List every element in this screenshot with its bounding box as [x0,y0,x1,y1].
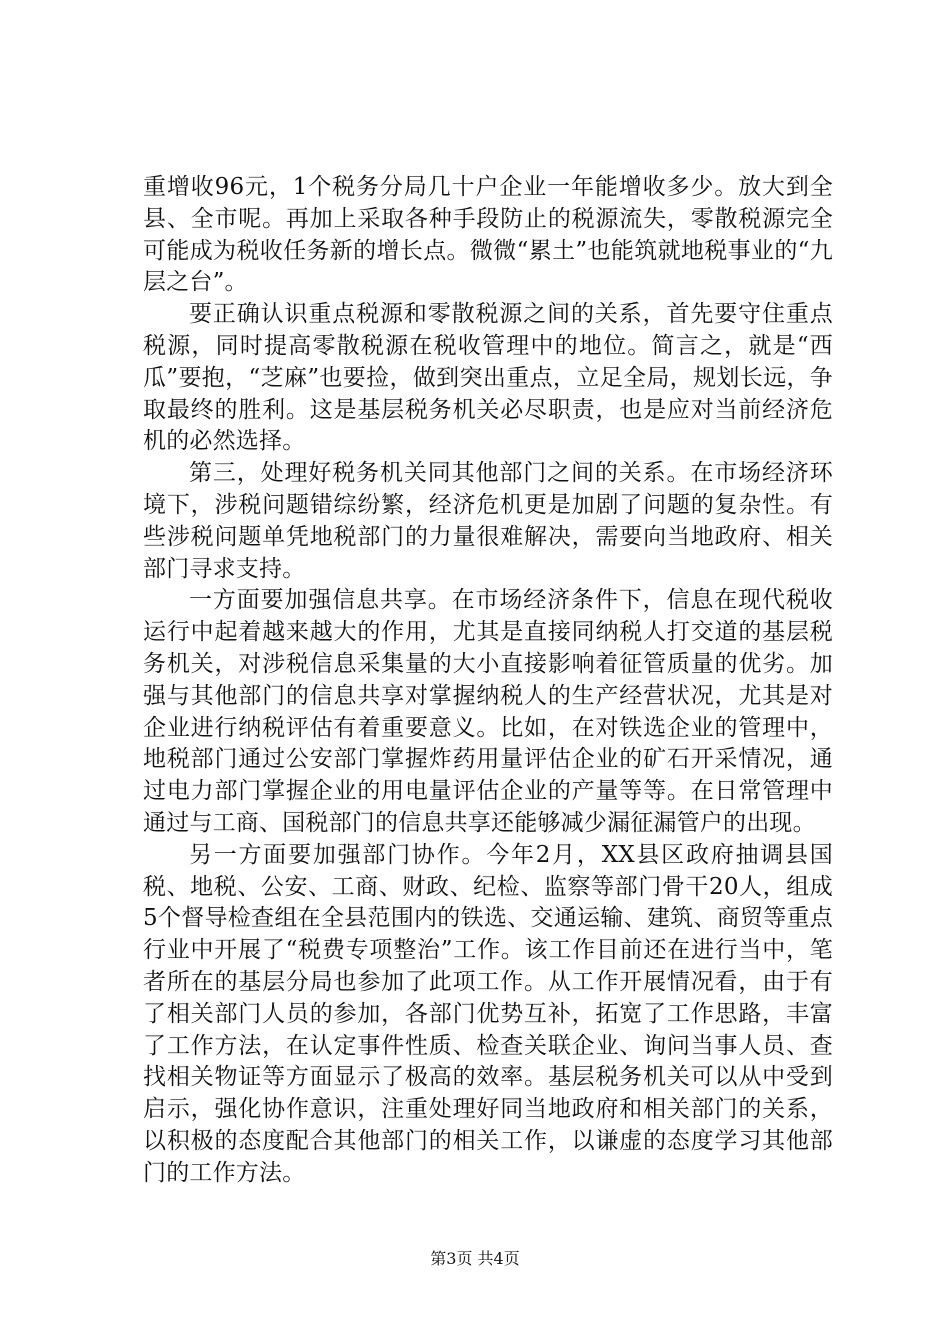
paragraph: 一方面要加强信息共享。在市场经济条件下，信息在现代税收运行中起着越来越大的作用，尤其是直接同纳税人打交道的基层税务机关，对涉税信息采集量的大小直接影响着征管质量的优劣。加强与其他部门的信息共享对掌握纳税人的生产经营状况，尤其是对企业进行纳税评估有着重要意义。比如，在对铁选企业的管理中，地税部门通过公安部门掌握炸药用量评估企业的矿石开采情况，通过电力部门掌握企业的用电量评估企业的产量等等。在日常管理中通过与工商、国税部门的信息共享还能够减少漏征漏管户的出现。 [143,587,833,836]
page-number-footer: 第3页 共4页 [430,1249,520,1268]
paragraph-continuation: 重增收96元，1个税务分局几十户企业一年能增收多少。放大到全县、全市呢。再加上采取各种手段防止的税源流失，零散税源完全可能成为税收任务新的增长点。微微“累土”也能筑就地税事业的“九层之台”。 [143,174,833,296]
paragraph: 第三，处理好税务机关同其他部门之间的关系。在市场经济环境下，涉税问题错综纷繁，经济危机更是加剧了问题的复杂性。有些涉税问题单凭地税部门的力量很难解决，需要向当地政府、相关部门寻求支持。 [143,460,833,582]
document-body [143,172,833,1190]
paragraph: 另一方面要加强部门协作。今年2月，XX县区政府抽调县国税、地税、公安、工商、财政、纪检、监察等部门骨干20人，组成5个督导检查组在全县范围内的铁选、交通运输、建筑、商贸等重点行业中开展了“税费专项整治”工作。该工作目前还在进行当中，笔者所在的基层分局也参加了此项工作。从工作开展情况看，由于有了相关部门人员的参加，各部门优势互补，拓宽了工作思路，丰富了工作方法，在认定事件性质、检查关联企业、询问当事人员、查找相关物证等方面显示了极高的效率。基层税务机关可以从中受到启示，强化协作意识，注重处理好同当地政府和相关部门的关系，以积极的态度配合其他部门的相关工作，以谦虚的态度学习其他部门的工作方法。 [143,841,833,1186]
paragraph: 要正确认识重点税源和零散税源之间的关系，首先要守住重点税源，同时提高零散税源在税收管理中的地位。简言之，就是“西瓜”要抱，“芝麻”也要捡，做到突出重点，立足全局，规划长远，争取最终的胜利。这是基层税务机关必尽职责，也是应对当前经济危机的必然选择。 [143,301,833,455]
